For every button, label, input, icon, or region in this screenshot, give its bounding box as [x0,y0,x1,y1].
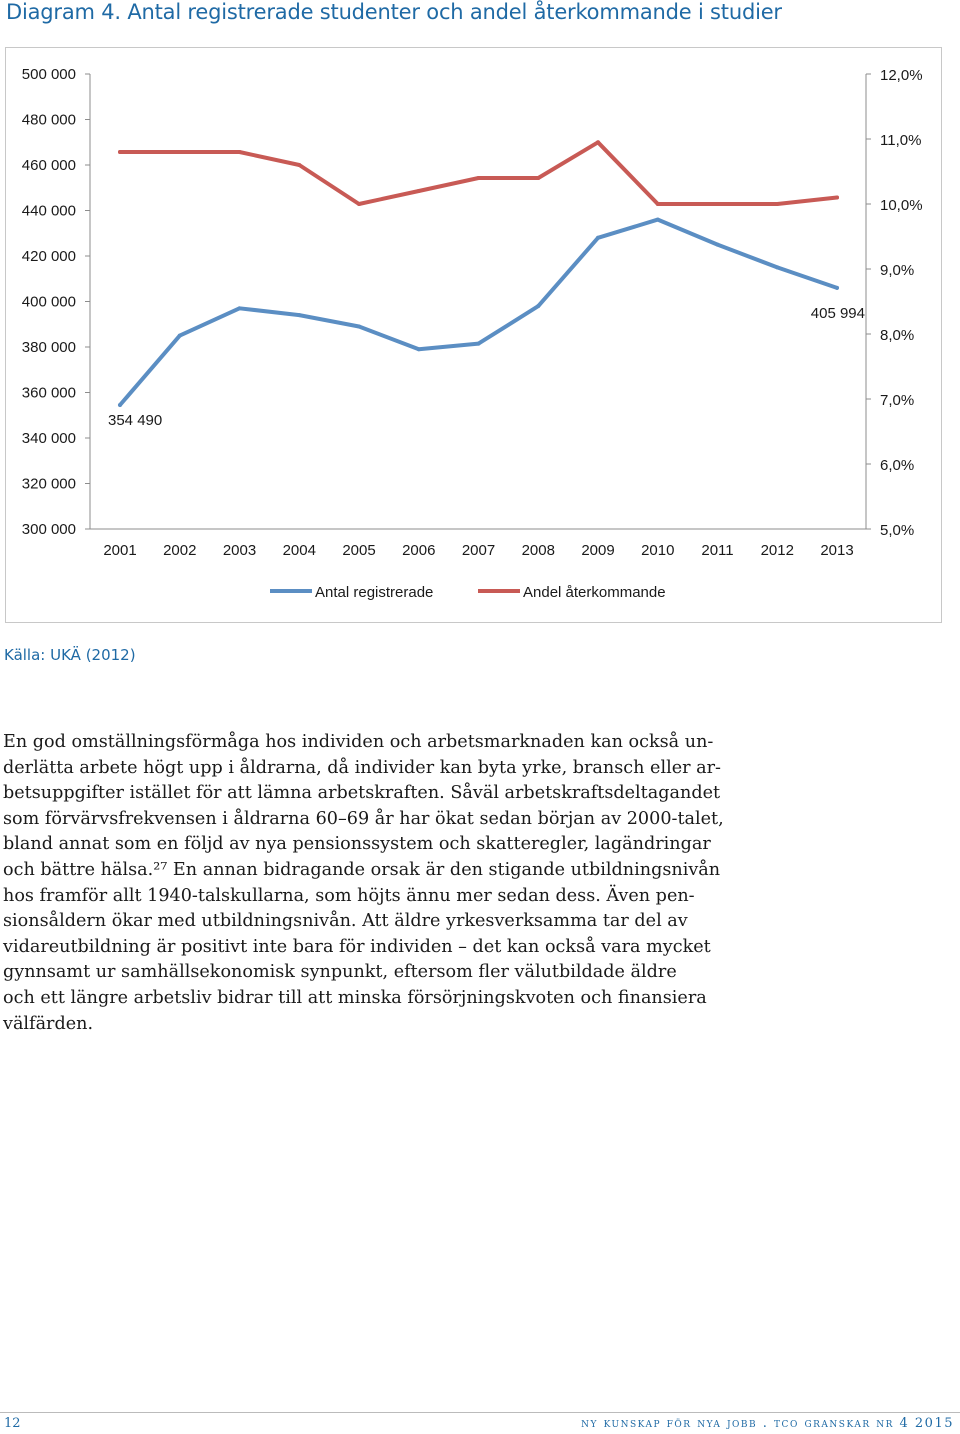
body-line: betsuppgifter istället för att lämna arbetskraften. Såväl arbetskraftsdeltagandet [3,783,721,804]
series-1-point [835,286,839,290]
series-2-point [118,150,122,154]
data-label: 405 994 [810,304,865,322]
series-2-point [775,202,779,206]
body-line: och ett längre arbetsliv bidrar till att minska försörjningskvoten och finansiera [3,987,707,1008]
x-tick-label: 2011 [701,542,734,559]
y-left-tick-label: 360 000 [21,384,76,402]
body-paragraph [3,730,724,1037]
chart-axes [22,66,923,559]
legend-label: Andel återkommande [523,584,666,601]
body-line: och bättre hälsa.²⁷ En annan bidragande orsak är den stigande utbildningsnivån [3,859,721,880]
chart-legend [270,584,666,601]
y-right-tick-label: 11,0% [880,132,922,149]
series-2-point [238,150,242,154]
series-line-2 [120,142,837,204]
y-right-tick-label: 7,0% [880,392,915,409]
series-1-point [536,304,540,308]
body-line: gynnsamt ur samhällsekonomisk synpunkt, eftersom fler välutbildade äldre [3,962,677,983]
y-left-tick-label: 440 000 [21,202,76,220]
series-2-point [477,176,481,180]
series-1-point [118,403,122,407]
body-line: bland annat som en följd av nya pensionssystem och skatteregler, lagändringar [3,834,711,855]
x-tick-label: 2013 [820,542,854,559]
y-left-tick-label: 400 000 [21,293,76,311]
x-tick-label: 2010 [641,542,675,559]
series-2-point [178,150,182,154]
y-left-tick-label: 380 000 [21,339,76,356]
x-tick-label: 2009 [581,542,615,559]
data-label: 354 490 [108,412,163,430]
series-1-point [716,243,720,247]
y-right-tick-label: 8,0% [880,327,915,344]
legend-label: Antal registrerade [315,584,434,601]
body-line: välfärden. [3,1013,94,1034]
x-tick-label: 2007 [461,542,496,559]
source-note: Källa: UKÄ (2012) [4,646,136,664]
series-1-point [357,325,361,329]
series-2-point [835,196,839,200]
series-1-point [417,347,421,351]
y-left-tick-label: 460 000 [21,157,76,174]
body-line: En god omställningsförmåga hos individen och arbetsmarknaden kan också un- [3,732,714,752]
diagram-title: Diagram 4. Antal registrerade studenter och andel återkommande i studier [6,0,782,24]
series-1-point [656,218,660,222]
y-left-tick-label: 420 000 [21,248,76,265]
y-left-tick-label: 340 000 [21,430,76,447]
body-line: sionsåldern ökar med utbildningsnivån. Att äldre yrkesverksamma tar del av [3,911,688,932]
body-line: vidareutbildning är positivt inte bara för individen – det kan också vara mycket [3,936,711,957]
y-left-tick-label: 500 000 [21,66,76,83]
series-2-point [297,163,301,167]
x-tick-label: 2004 [282,542,316,559]
y-left-tick-label: 320 000 [21,475,76,493]
x-tick-label: 2001 [103,542,137,559]
y-right-tick-label: 6,0% [880,457,915,474]
body-line: derlätta arbete högt upp i åldrarna, då individer kan byta yrke, bransch eller ar- [3,757,721,778]
page-number: 12 [4,1416,21,1431]
y-left-tick-label: 300 000 [21,521,76,538]
x-tick-label: 2003 [222,542,257,559]
chart-series [108,140,865,429]
series-2-point [536,176,540,180]
x-tick-label: 2006 [402,542,436,559]
y-right-tick-label: 9,0% [880,262,915,279]
y-right-tick-label: 5,0% [880,522,915,539]
series-1-point [596,236,600,240]
body-line: som förvärvsfrekvensen i åldrarna 60–69 år har ökat sedan början av 2000-talet, [3,808,724,829]
y-right-tick-label: 12,0% [880,67,923,84]
series-2-point [417,189,421,193]
series-2-point [596,140,600,144]
series-1-point [178,334,182,338]
series-1-point [297,313,301,317]
line-chart [0,0,960,640]
series-2-point [716,202,720,206]
series-2-point [357,202,361,206]
x-tick-label: 2008 [521,542,555,559]
footer-running-title: ny kunskap för nya jobb . tco granskar nr 4 2015 [581,1416,954,1431]
series-1-point [238,306,242,310]
x-tick-label: 2005 [342,542,376,559]
x-tick-label: 2012 [760,542,794,559]
y-right-tick-label: 10,0% [880,197,923,214]
x-tick-label: 2002 [163,542,197,559]
series-1-point [477,342,481,346]
y-left-tick-label: 480 000 [21,111,76,129]
series-line-1 [120,220,837,405]
footer-divider [0,1412,960,1413]
body-line: hos framför allt 1940-talskullarna, som höjts ännu mer sedan dess. Även pen- [3,885,695,906]
series-2-point [656,202,660,206]
series-1-point [775,265,779,269]
